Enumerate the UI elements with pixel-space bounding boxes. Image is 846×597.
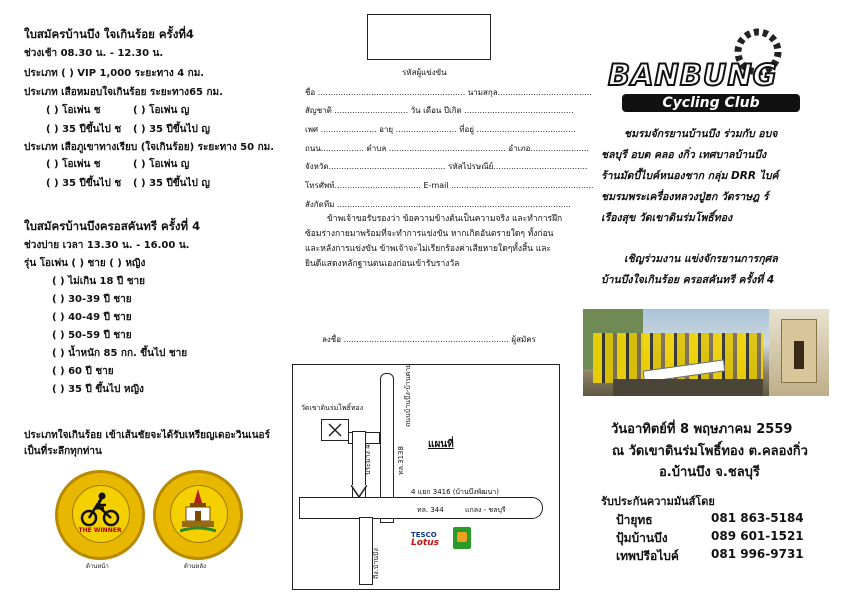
logo-main-text: BANBUNG: [608, 58, 778, 92]
option-open-female-50: ( ) โอเพ่น ญ: [133, 159, 190, 170]
contact-name: ป้ายุทธ: [616, 513, 653, 527]
map-village-road-label: ถนนบ้านบึง-บ้านค่าย: [404, 363, 412, 427]
contact-name: ปุ้มบ้านบึง: [616, 531, 668, 545]
contact-title: รับประกันความมันส์โดย: [601, 495, 715, 508]
form-phone-row[interactable]: โทรศัพท์.................................. E-mail ........................................................: [305, 181, 594, 190]
map: [292, 364, 560, 590]
class-option: ( ) 35 ปี ขึ้นไป หญิง: [52, 384, 144, 395]
medal-note-line2: เป็นที่ระลึกทุกท่าน: [24, 446, 102, 457]
organizer-line: ชลบุรี อบต คลอ งกิ่ว เทศบาลบ้านบึง: [601, 149, 767, 161]
class-option: ( ) น้ำหนัก 85 กก. ขึ้นไป ชาย: [52, 348, 188, 359]
convenience-store-icon: [453, 527, 471, 549]
map-temple-label: วัดเขาดินร่มโพธิ์ทอง: [301, 404, 364, 412]
medal-back-label: ด้านหลัง: [184, 563, 206, 570]
organizer-line: ชมรมจักรยานบ้านบึง ร่วมกับ อบจ: [624, 128, 778, 140]
form-sex-row[interactable]: เพศ ...................... อายุ ........................ ที่อยู่ .......................................: [305, 125, 576, 134]
invite-line2: บ้านบึงใจเกินร้อย ครอสคันทรี ครั้งที่ 4: [601, 274, 775, 286]
consent-paragraph: ข้าพเจ้าขอรับรองว่า ข้อความข้างต้นเป็นความจริง และทำการฝึกซ้อมร่างกายมาพร้อมที่จะทำการแข่งขัน หากเกิดอันตรายใดๆ ทั้งก่อนและหลังการแข่งขัน ข้าพเจ้าจะไม่เรียกร้องค่าเสียหายใดๆทั้งสิ้น และยินดีแสดงหลักฐานตนเองก่อนเข้ารับรางวัล: [305, 214, 563, 269]
option-35-female-50: ( ) 35 ปีขึ้นไป ญ: [133, 178, 210, 189]
medal-front: [55, 470, 145, 560]
class-option: ( ) 30-39 ปี ชาย: [52, 294, 132, 305]
logo-sub-banner: [622, 94, 800, 112]
option-open-female-65: ( ) โอเพ่น ญ: [133, 105, 190, 116]
invite-line1: เชิญร่วมงาน แข่งจักรยานการกุศล: [624, 253, 778, 265]
form-title-afternoon: ใบสมัครบ้านบึงครอสคันทรี ครั้งที่ 4: [24, 219, 201, 233]
class-option: ( ) ไม่เกิน 18 ปี ชาย: [52, 276, 146, 287]
class-option: ( ) 50-59 ปี ชาย: [52, 330, 132, 341]
event-date: วันอาทิตย์ที่ 8 พฤษภาคม 2559: [611, 422, 793, 437]
open-class-option: รุ่น โอเพ่น ( ) ชาย ( ) หญิง: [24, 258, 146, 269]
option-35-female-65: ( ) 35 ปีขึ้นไป ญ: [133, 124, 210, 135]
map-banbung-label: ถึง.บ้านบึง: [372, 548, 380, 579]
organizer-line: ร้านมัดบี้ไบค์หนองชาก กลุ่ม DRR ไบค์: [601, 170, 779, 182]
tesco-lotus-logo: [411, 531, 443, 548]
map-road3138-label: ทล.3138: [397, 446, 405, 475]
group-photo: [583, 309, 829, 396]
form-title-morning: ใบสมัครบ้านบึง ใจเกินร้อย ครั้งที่4: [24, 27, 194, 41]
class-option: ( ) 40-49 ปี ชาย: [52, 312, 132, 323]
map-junction-label: 4 แยก 3416 (บ้านบึงพัฒนา): [411, 488, 499, 496]
form-team-row[interactable]: สังกัดทีม ............................................................................................: [305, 200, 571, 209]
vip-option: ประเภท ( ) VIP 1,000 ระยะทาง 4 กม.: [24, 68, 205, 79]
option-35-male-50: ( ) 35 ปีขึ้นไป ช: [46, 178, 122, 189]
temple-marker: [321, 419, 349, 441]
signature-line[interactable]: ลงชื่อ ................................................................. ผู้สมัคร: [322, 335, 536, 344]
option-open-male-65: ( ) โอเพ่น ช: [46, 105, 101, 116]
morning-time: ช่วงเช้า 08.30 น. - 12.30 น.: [24, 48, 164, 59]
medal-back: [153, 470, 243, 560]
contact-phone: 089 601-1521: [711, 529, 804, 543]
medal-note-line1: ประเภทใจเกินร้อย เข้าเส้นชัยจะได้รับเหรียญเดอะวินเนอร์: [24, 430, 270, 441]
club-logo: [606, 22, 806, 114]
mtb-50-title: ประเภท เสือภูเขาทางเรียบ (ใจเกินร้อย) ระยะทาง 50 กม.: [24, 142, 275, 153]
map-road4-label: ประมาง 4: [364, 444, 372, 475]
road-65-title: ประเภท เสือหมอบใจเกินร้อย ระยะทาง65 กม.: [24, 87, 223, 98]
temple-icon: [180, 489, 216, 535]
map-road344-label: ทล. 344: [417, 506, 444, 514]
cyclist-icon: [80, 491, 120, 527]
class-option: ( ) 60 ปี ชาย: [52, 366, 114, 377]
medal-front-label: ด้านหน้า: [86, 563, 109, 570]
tesco-label: TESCO: [411, 531, 437, 539]
form-road-row[interactable]: ถนน................. ตำบล .............................................. อำเภอ.......................: [305, 144, 589, 153]
registration-number-label: รหัสผู้แข่งขัน: [402, 68, 447, 77]
event-venue: ณ วัดเขาดินร่มโพธิ์ทอง ต.คลองกิ่ว: [612, 444, 808, 459]
contact-phone: 081 996-9731: [711, 547, 804, 561]
option-open-male-50: ( ) โอเพ่น ช: [46, 159, 101, 170]
logo-sub-text: Cycling Club: [662, 95, 760, 111]
map-chonburi-label: แกลง - ชลบุรี: [465, 506, 506, 514]
medal-winner-label: THE WINNER: [78, 527, 122, 534]
afternoon-time: ช่วงบ่าย เวลา 13.30 น. - 16.00 น.: [24, 240, 190, 251]
registration-number-box[interactable]: [367, 14, 491, 60]
organizer-line: ชมรมพระเครื่องหลวงปู่ฮก วัดราษฎ ร์: [601, 191, 769, 203]
map-title: แผนที่: [428, 439, 454, 450]
contact-phone: 081 863-5184: [711, 511, 804, 525]
temple-cross-icon: [322, 420, 348, 440]
lotus-label: Lotus: [411, 538, 439, 548]
option-35-male-65: ( ) 35 ปีขึ้นไป ช: [46, 124, 122, 135]
organizer-line: เรืองสุข วัดเขาดินร่มโพธิ์ทอง: [601, 212, 733, 224]
form-nationality-row[interactable]: สัญชาติ ............................. วัน เดือน ปีเกิด ...........................................: [305, 106, 574, 115]
event-district: อ.บ้านบึง จ.ชลบุรี: [659, 465, 760, 480]
form-province-row[interactable]: จังหวัด.............................................. รหัสไปรษณีย์.....................................: [305, 162, 588, 171]
form-name-row[interactable]: ชื่อ .......................................................... นามสกุล.....................................: [305, 88, 592, 97]
contact-name: เทพปรีอไบค์: [616, 549, 679, 563]
